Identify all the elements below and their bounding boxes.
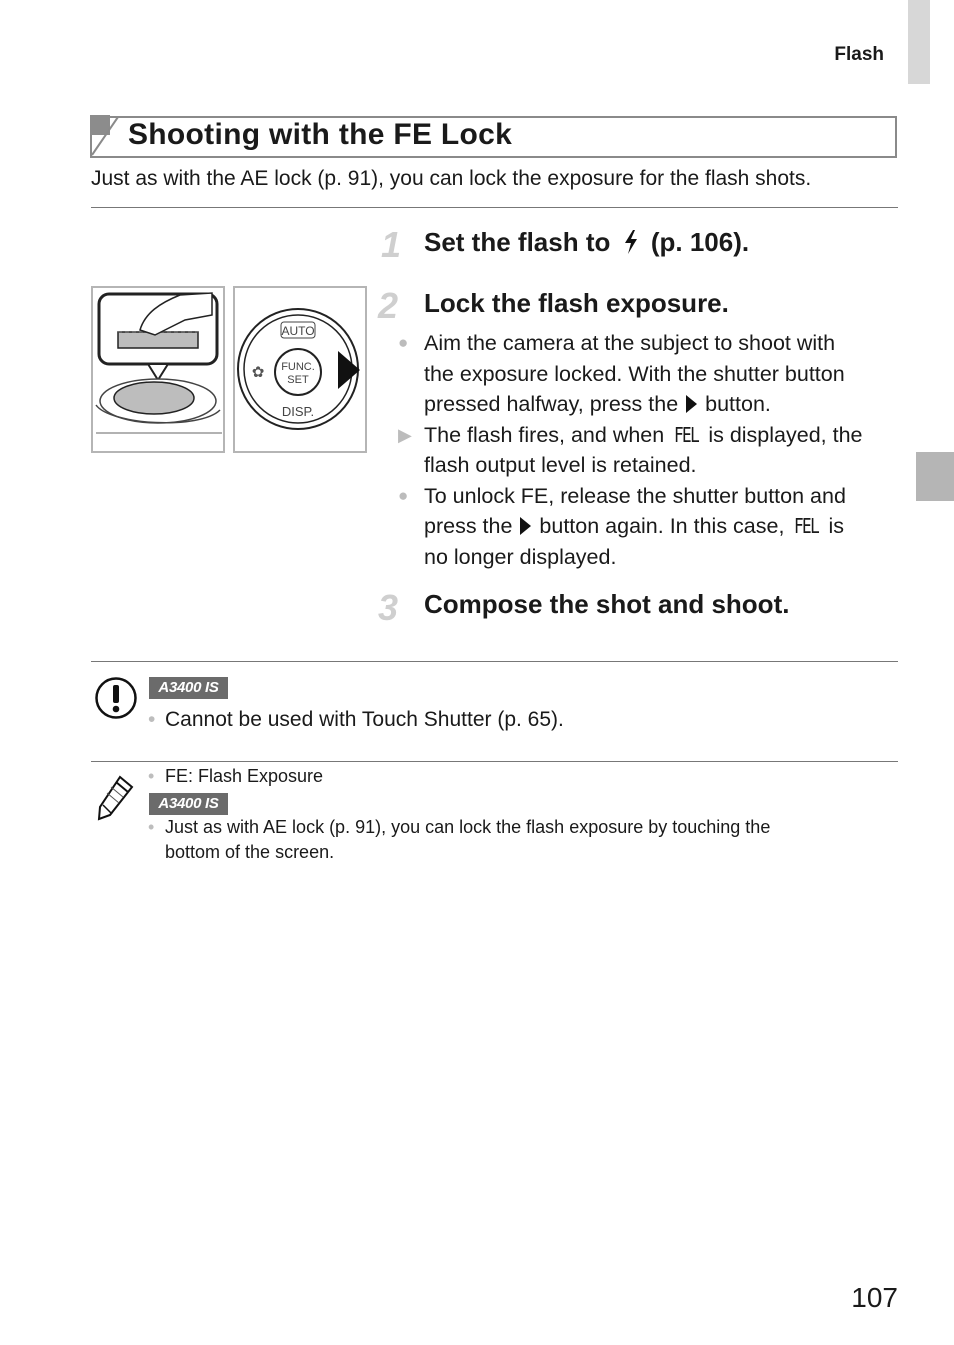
bullet-dot-icon: • bbox=[148, 766, 155, 786]
caution-divider bbox=[91, 661, 898, 662]
step-number-3: 3 bbox=[378, 587, 399, 628]
header-thumb-tab bbox=[908, 0, 930, 84]
header-section-label: Flash bbox=[834, 44, 884, 65]
step-number-2: 2 bbox=[378, 285, 399, 326]
step-title-2: Lock the flash exposure. bbox=[424, 288, 729, 318]
step-title-1 bbox=[424, 227, 749, 258]
dial-auto-label: AUTO bbox=[281, 324, 315, 338]
camera-controls-illustration bbox=[90, 285, 370, 455]
step-2-bullets bbox=[398, 328, 898, 572]
svg-text:DISP.: DISP. bbox=[281, 404, 315, 419]
section-corner-icon bbox=[88, 113, 128, 163]
bullet-circle-icon: ● bbox=[398, 333, 409, 352]
result-triangle-icon: ▶ bbox=[398, 424, 412, 445]
step-title-3: Compose the shot and shoot. bbox=[424, 589, 790, 619]
memo-divider bbox=[91, 761, 898, 762]
bullet-item: ● To unlock FE, release the shutter button and press the button again. In this case, FEL is no longer displayed. bbox=[398, 481, 898, 573]
flash-on-icon bbox=[622, 230, 640, 254]
caution-text: • Cannot be used with Touch Shutter (p. 65). bbox=[148, 708, 564, 731]
bullet-item: ● Aim the camera at the subject to shoot with the exposure locked. With the shutter button pressed halfway, press the button. bbox=[398, 328, 898, 420]
bullet-circle-icon: ● bbox=[398, 485, 409, 505]
caution-icon bbox=[94, 676, 138, 720]
fel-indicator-icon: FEL bbox=[794, 514, 819, 538]
svg-text:FUNC.: FUNC. bbox=[281, 361, 315, 373]
fel-indicator-icon: FEL bbox=[674, 422, 699, 447]
section-divider bbox=[91, 207, 898, 208]
model-tag-memo: A3400 IS bbox=[149, 793, 228, 815]
section-intro: Just as with the AE lock (p. 91), you can lock the exposure for the flash shots. bbox=[91, 167, 812, 190]
bullet-dot-icon: • bbox=[148, 708, 156, 731]
bullet-dot-icon: • bbox=[148, 817, 155, 837]
model-tag-caution: A3400 IS bbox=[149, 677, 228, 699]
svg-text:SET: SET bbox=[287, 374, 309, 386]
section-title: Shooting with the FE Lock bbox=[128, 118, 513, 151]
step-title-1-pre: Set the flash to bbox=[424, 227, 611, 257]
memo-item-2: • Just as with AE lock (p. 91), you can lock the flash exposure by touching the bottom of the screen. bbox=[148, 817, 771, 862]
right-arrow-button-icon bbox=[686, 395, 697, 413]
chapter-side-tab bbox=[916, 452, 954, 501]
shutter-button-icon bbox=[114, 382, 194, 414]
step-title-1-post: (p. 106). bbox=[650, 227, 750, 257]
memo-item-1: • FE: Flash Exposure bbox=[148, 764, 323, 789]
macro-icon: ✿ bbox=[251, 363, 265, 381]
bullet-item: ▶ The flash fires, and when FEL is displayed, the flash output level is retained. bbox=[398, 420, 898, 481]
step-number-1: 1 bbox=[381, 224, 402, 265]
pencil-memo-icon bbox=[96, 775, 136, 823]
right-arrow-button-icon bbox=[520, 517, 531, 535]
page-number: 107 bbox=[851, 1282, 898, 1313]
